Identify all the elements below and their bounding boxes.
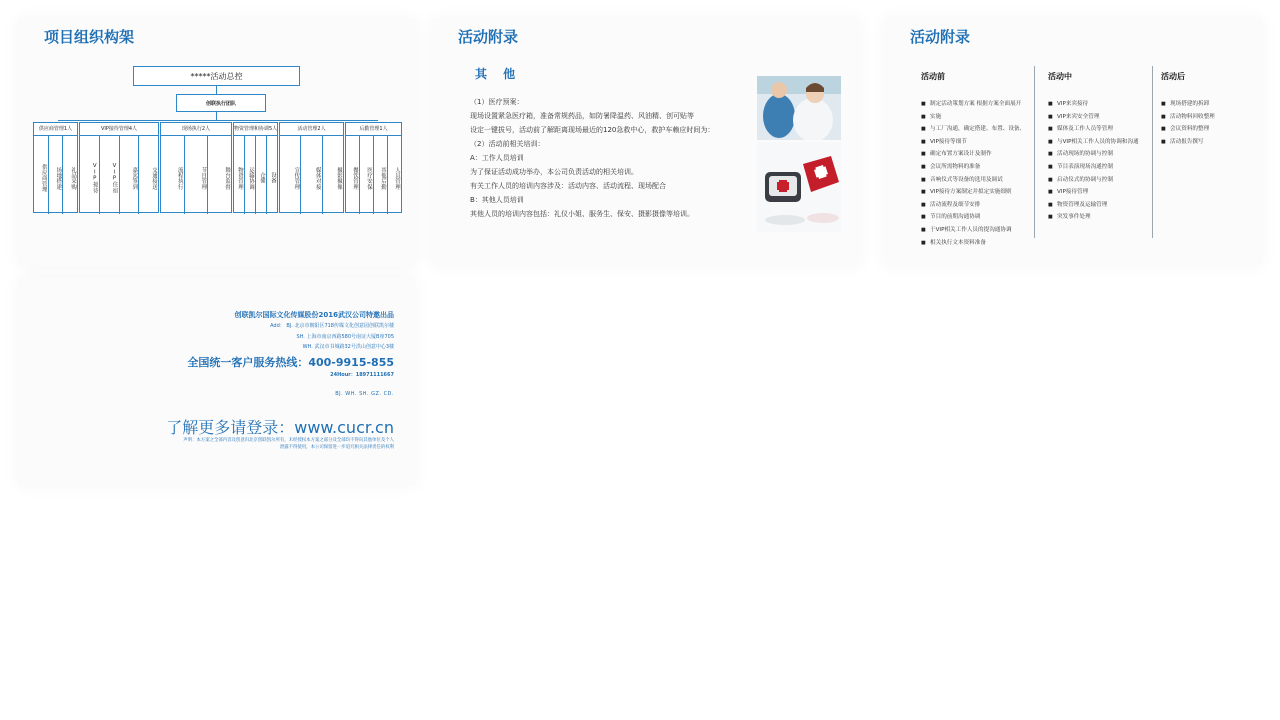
dept-activity: 活动管理2人 宣传管理 媒体对接 摄影摄像 bbox=[279, 122, 344, 213]
dept-supplier: 供应商管理1人 供应商管理 场地搭建 礼品采购 bbox=[33, 122, 78, 213]
appendix-paragraphs: （1）医疗预案： 现场设置紧急医疗箱，准备常规药品，如防暑降温药、风油精、创可贴等 设定一键拔号，活动前了解距离现场最近的120急救中心，救护车赖应时间为： （2）活动前相关培训： A：工作人员培训 为了保证活动成功举办，本公司负责活动的相关培训。 有关工作人员的培训内容涉及：活动内容、活动流程、现场配合 B：其他人员培训 其他人员的培训内容包括：礼仪小姐、服务生、保安、摄影摄像等培训。 bbox=[470, 98, 715, 218]
second-box: 创联执行团队 bbox=[176, 94, 266, 112]
company-name: 创联凯尔国际文化传媒股份2016武汉公司特邀出品 bbox=[234, 311, 394, 319]
first-aid-kit-image bbox=[757, 142, 841, 232]
slide-appendix-phases bbox=[884, 18, 1262, 266]
page-title: 活动附录 bbox=[910, 28, 971, 46]
phase-before: 活动前 ■ 制定活动策划方案 根据方案全面展开 ■ 实施 ■ 与工厂沟通，确定搭建、布置、设备、 ■ VIP接待等细节 ■ 确定布置方案设计及制作 ■ 会议所需物料的准备 ■ 音响仪式等设备的选用及调试 ■ VIP接待方案制定并拟定实施细则 ■ 活动流程及细节安排 ■ 节目的前期沟通协调 ■ 于VIP相关工作人员的提沟通协调 ■ 相关执行文本资料准备 bbox=[921, 71, 1025, 249]
slide-appendix-other bbox=[432, 18, 860, 266]
page-title: 项目组织构架 bbox=[44, 28, 135, 46]
address-sh: SH. 上海市南京西路580号南证大厦B座705 bbox=[296, 334, 394, 340]
slide-contact bbox=[18, 278, 416, 486]
disclaimer-line-2: 泄露不得使用，本公司保留进一步追究相关法律责任的权利 bbox=[279, 445, 394, 450]
dept-logistics: 后勤管理1人 餐饮管理 医疗安保 其他后勤 人员管理 bbox=[345, 122, 402, 213]
dept-onsite: 现场执行2人 流程执行 节目管理 舞台监督 bbox=[160, 122, 232, 213]
address-bj: Add： BJ. 北京市朝阳区718传媒文化创意园创联凯尔楼 bbox=[270, 323, 394, 329]
phase-during: 活动中 ■ VIP来宾接待 ■ VIP来宾安全管理 ■ 媒体及工作人员等管理 ■ 与VIP相关工作人员的协调和沟通 ■ 活动现场的协调与控制 ■ 节目表演现场沟通控制 ■ 启动仪式的协调与控制 ■ VIP接待管理 ■ 物资管理及运输管理 ■ 突发事件处理 bbox=[1048, 71, 1139, 224]
slide-org-chart bbox=[18, 18, 416, 266]
medical-staff-image bbox=[757, 76, 841, 140]
website-link[interactable]: 了解更多请登录：www.cucr.cn bbox=[166, 418, 394, 437]
top-box: *****活动总控 bbox=[133, 66, 300, 86]
dept-materials: 物资管理和协调5人 物资管理 运输协调 仓储 设备 bbox=[233, 122, 278, 213]
address-wh: WH. 武汉市书城路32号洪山创意中心3楼 bbox=[302, 344, 394, 350]
section-title: 其 他 bbox=[475, 67, 522, 81]
hotline-24h: 24Hour：18971111667 bbox=[330, 372, 394, 378]
phase-after: 活动后 ■ 现场搭建的拆卸 ■ 活动物料回收整理 ■ 会议资料的整理 ■ 活动报告撰写 bbox=[1161, 71, 1215, 148]
page-title: 活动附录 bbox=[458, 28, 519, 46]
disclaimer-line-1: 声明：本方案之全部内容及创意归北京创联凯尔所有，未经授权本方案之部分及全部均不得向其他单位及个人 bbox=[183, 438, 394, 443]
service-hotline: 全国统一客户服务热线：400-9915-855 bbox=[187, 356, 394, 369]
city-list: BJ. WH. SH. GZ. CD. bbox=[335, 391, 394, 397]
dept-vip: VIP接待管理4人 VIP接待 VIP住宿 嘉宾签到 交通接送 bbox=[79, 122, 159, 213]
